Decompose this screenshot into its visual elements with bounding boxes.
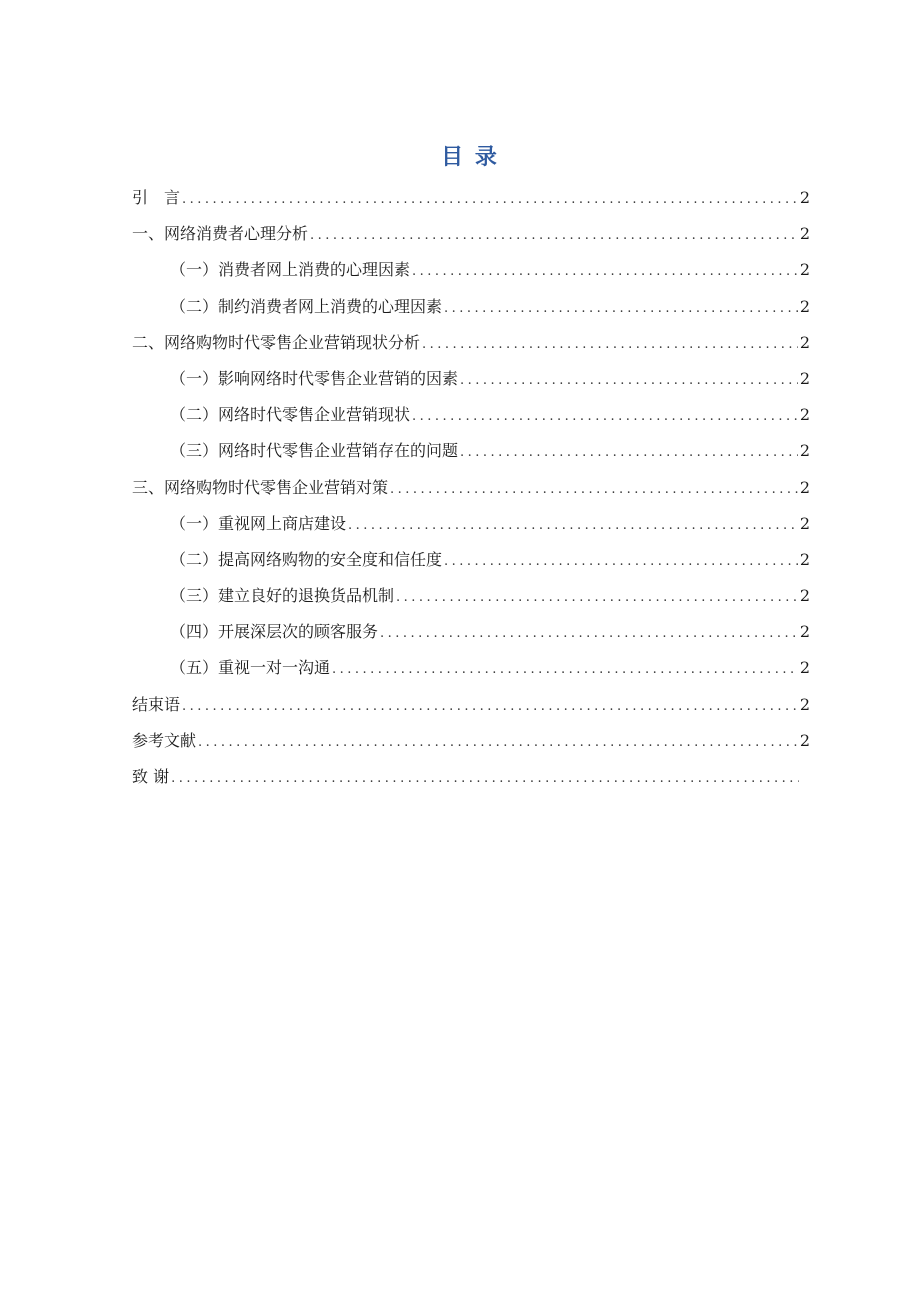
toc-entry-text: 三、网络购物时代零售企业营销对策 xyxy=(132,477,389,497)
toc-page-number: 2 xyxy=(799,658,810,678)
toc-entry-text: 致 谢 xyxy=(132,767,170,786)
toc-entry-text: 一、网络消费者心理分析 xyxy=(132,224,309,244)
toc-dot-leader xyxy=(310,218,798,254)
toc-entry[interactable] xyxy=(132,578,810,614)
toc-page-number: 2 xyxy=(799,332,810,352)
toc-entry-text: 参考文献 xyxy=(132,730,197,750)
toc-title: 目 录 xyxy=(441,145,499,170)
toc-entry[interactable] xyxy=(132,361,810,397)
toc-entry-text: （二）网络时代零售企业营销现状 xyxy=(170,405,411,425)
toc-page-number: 2 xyxy=(799,477,810,497)
toc-entry-text: （二）提高网络购物的安全度和信任度 xyxy=(170,549,443,569)
toc-entry[interactable] xyxy=(132,542,810,578)
toc-dot-leader xyxy=(412,254,798,290)
toc-dot-leader xyxy=(412,399,798,435)
toc-page-number: 2 xyxy=(799,694,810,714)
toc-dot-leader xyxy=(380,616,798,652)
toc-entry-text: （四）开展深层次的顾客服务 xyxy=(170,622,379,642)
toc-entry[interactable] xyxy=(132,506,810,542)
toc-dot-leader xyxy=(171,761,799,797)
toc-entry-text: 引 言 xyxy=(132,188,181,207)
toc-page-number: 2 xyxy=(799,441,810,461)
toc-entry[interactable] xyxy=(132,397,810,433)
toc-entry[interactable] xyxy=(132,216,810,252)
toc-entry[interactable] xyxy=(132,180,810,216)
toc-page-number: 2 xyxy=(799,188,810,207)
toc-entry-text: （一）消费者网上消费的心理因素 xyxy=(170,260,411,280)
toc-entry[interactable] xyxy=(132,325,810,361)
toc-entry-text: （三）网络时代零售企业营销存在的问题 xyxy=(170,441,459,461)
toc-dot-leader xyxy=(332,652,798,688)
toc-entry-text: （一）影响网络时代零售企业营销的因素 xyxy=(170,368,459,388)
toc-dot-leader xyxy=(422,327,798,363)
toc-entry[interactable] xyxy=(132,289,810,325)
toc-dot-leader xyxy=(348,508,798,544)
toc-page-number: 2 xyxy=(799,260,810,280)
toc-dot-leader xyxy=(444,544,798,580)
toc-entry[interactable] xyxy=(132,759,810,795)
toc-page-number: 2 xyxy=(799,586,810,606)
toc-entry-text: （三）建立良好的退换货品机制 xyxy=(170,586,395,606)
toc-entry-text: 二、网络购物时代零售企业营销现状分析 xyxy=(132,332,421,352)
toc-dot-leader xyxy=(460,363,798,399)
toc-page-number: 2 xyxy=(799,296,810,316)
toc-entry[interactable] xyxy=(132,650,810,686)
toc-page-number: 2 xyxy=(799,730,810,750)
toc-entry[interactable] xyxy=(132,723,810,759)
toc-entry-text: （一）重视网上商店建设 xyxy=(170,513,347,533)
toc-entry[interactable] xyxy=(132,687,810,723)
toc-entry[interactable] xyxy=(132,252,810,288)
toc-page-number: 2 xyxy=(799,549,810,569)
toc-entry-text: （二）制约消费者网上消费的心理因素 xyxy=(170,296,443,316)
toc-dot-leader xyxy=(390,472,798,508)
toc-page-number: 2 xyxy=(799,622,810,642)
toc-page-number: 2 xyxy=(799,368,810,388)
toc-dot-leader xyxy=(444,291,798,327)
toc-dot-leader xyxy=(396,580,798,616)
toc-dot-leader xyxy=(182,689,798,725)
toc-page-number: 2 xyxy=(799,224,810,244)
toc-entry[interactable] xyxy=(132,433,810,469)
toc-dot-leader xyxy=(460,435,798,471)
table-of-contents xyxy=(132,180,810,795)
toc-entry[interactable] xyxy=(132,614,810,650)
toc-page-number: 2 xyxy=(799,405,810,425)
toc-entry-text: 结束语 xyxy=(132,694,181,714)
toc-entry[interactable] xyxy=(132,470,810,506)
toc-page-number: 2 xyxy=(799,513,810,533)
toc-dot-leader xyxy=(182,182,798,218)
toc-entry-text: （五）重视一对一沟通 xyxy=(170,658,331,678)
toc-dot-leader xyxy=(198,725,798,761)
